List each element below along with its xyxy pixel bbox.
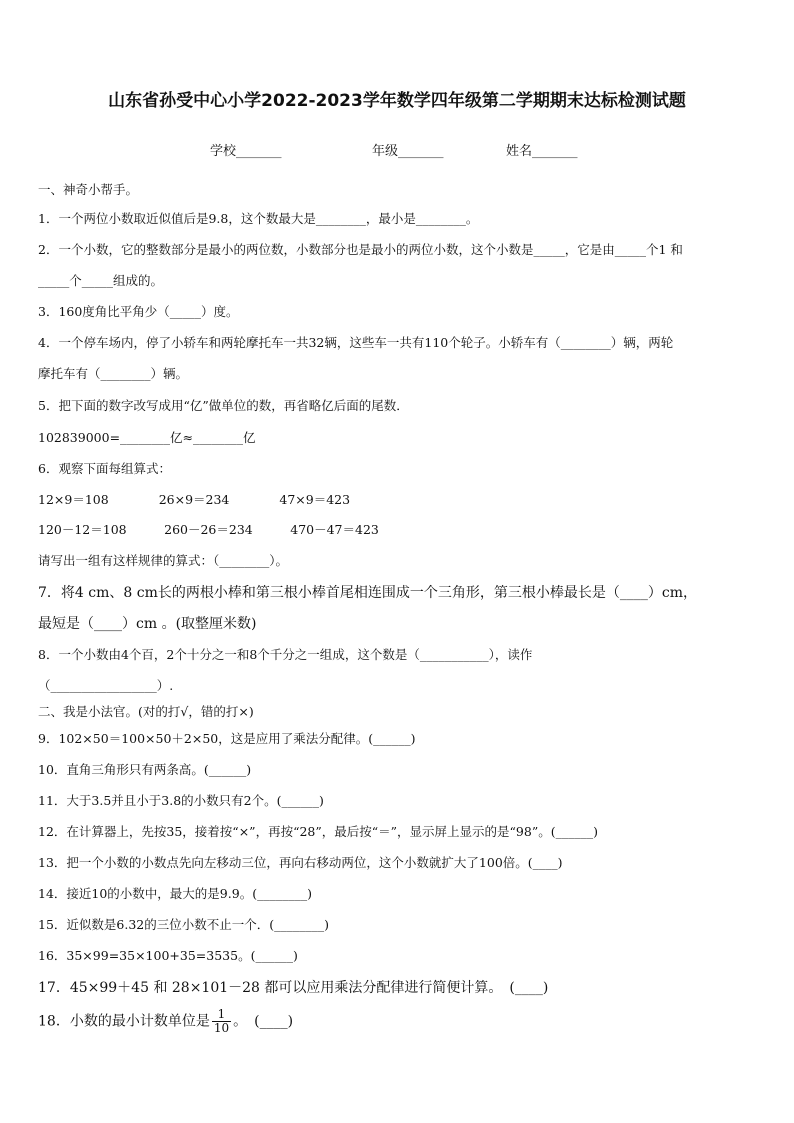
question-9: 9．102×50＝100×50＋2×50，这是应用了乘法分配律。(______) (38, 731, 416, 746)
school-field: 学校_______ (210, 144, 282, 159)
question-5: 5．把下面的数字改写成用“亿”做单位的数，再省略亿后面的尾数． (38, 398, 409, 413)
question-16: 16．35×99=35×100+35=3535。(______) (38, 948, 298, 963)
question-6-prompt: 请写出一组有这样规律的算式：（________）。 (38, 553, 289, 568)
question-4-cont: 摩托车有（________）辆。 (38, 366, 189, 381)
question-18-prefix: 18．小数的最小计数单位是 (38, 1013, 210, 1030)
fraction-one-tenth (212, 1008, 231, 1035)
question-6-row-2: 120－12＝108 260－26＝234 470－47＝423 (38, 522, 379, 537)
question-5-expression: 102839000=________亿≈________亿 (38, 430, 256, 445)
question-12: 12．在计算器上，先按35，接着按“×”，再按“28”，最后按“＝”，显示屏上显示的是“98”。(______) (38, 824, 598, 839)
grade-field: 年级_______ (372, 144, 444, 159)
question-14: 14．接近10的小数中，最大的是9.9。(________) (38, 886, 312, 901)
fraction-numerator: 1 (212, 1008, 231, 1022)
question-6-row-1: 12×9＝108 26×9＝234 47×9＝423 (38, 492, 351, 507)
question-10: 10．直角三角形只有两条高。(______) (38, 762, 252, 777)
question-18 (38, 1008, 293, 1035)
question-3: 3．160度角比平角少（_____）度。 (38, 304, 239, 319)
question-1: 1．一个两位小数取近似值后是9.8，这个数最大是________，最小是________。 (38, 211, 479, 226)
question-11: 11．大于3.5并且小于3.8的小数只有2个。(______) (38, 793, 324, 808)
name-field: 姓名_______ (506, 144, 578, 159)
page-title: 山东省孙受中心小学2022-2023学年数学四年级第二学期期末达标检测试题 (108, 91, 686, 111)
question-2: 2．一个小数，它的整数部分是最小的两位数，小数部分也是最小的两位小数，这个小数是_____，它是由_____个1 和 (38, 242, 683, 257)
section-2-heading: 二、我是小法官。(对的打√，错的打×) (38, 704, 254, 719)
question-18-suffix: 。 (____) (233, 1013, 294, 1030)
question-8: 8．一个小数由4个百，2个十分之一和8个千分之一组成，这个数是（___________），读作 (38, 647, 533, 662)
question-6: 6．观察下面每组算式： (38, 461, 171, 476)
question-7: 7．将4 cm、8 cm长的两根小棒和第三根小棒首尾相连围成一个三角形，第三根小棒最长是（____）cm， (38, 585, 697, 601)
question-17: 17．45×99＋45 和 28×101－28 都可以应用乘法分配律进行简便计算。 (____) (38, 980, 549, 996)
section-1-heading: 一、神奇小帮手。 (38, 182, 139, 197)
fraction-denominator: 10 (213, 1021, 230, 1035)
question-15: 15．近似数是6.32的三位小数不止一个．(________) (38, 917, 329, 932)
question-8-cont: （_________________）. (38, 678, 174, 693)
question-4: 4．一个停车场内，停了小轿车和两轮摩托车一共32辆，这些车一共有110个轮子。小轿车有（________）辆，两轮 (38, 335, 674, 350)
question-13: 13．把一个小数的小数点先向左移动三位，再向右移动两位，这个小数就扩大了100倍。(____) (38, 855, 563, 870)
question-7-cont: 最短是（____）cm 。(取整厘米数) (38, 616, 257, 632)
question-2-cont: _____个_____组成的。 (38, 273, 164, 288)
